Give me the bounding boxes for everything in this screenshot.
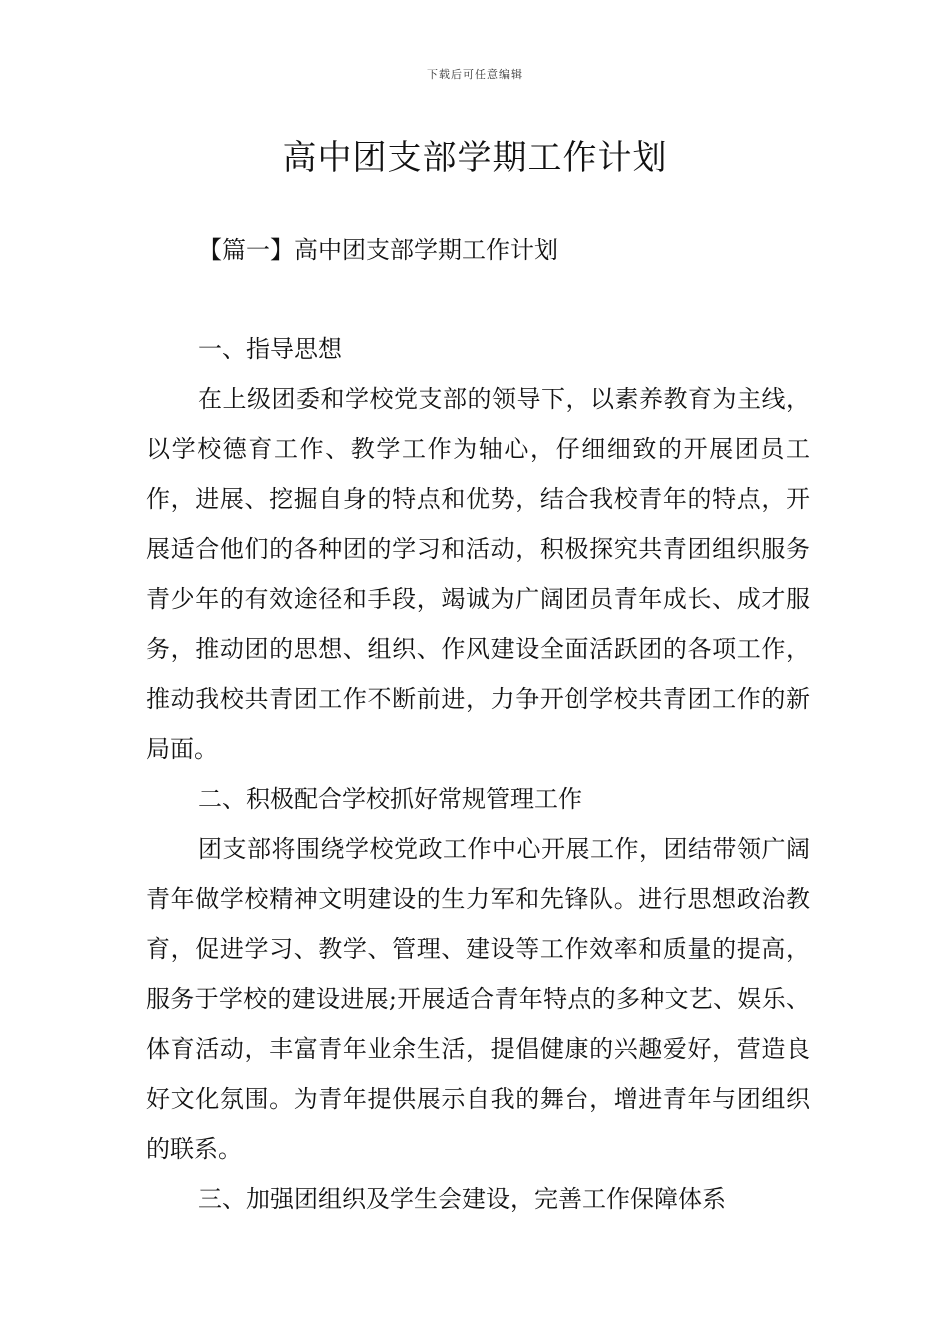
document-title: 高中团支部学期工作计划 bbox=[282, 138, 668, 178]
subheading-routine-management: 二、积极配合学校抓好常规管理工作 bbox=[198, 785, 582, 813]
section-heading: 【篇一】高中团支部学期工作计划 bbox=[198, 236, 558, 264]
subheading-organization-building: 三、加强团组织及学生会建设，完善工作保障体系 bbox=[198, 1185, 726, 1213]
paragraph-routine-management: 团支部将围绕学校党政工作中心开展工作，团结带领广阔青年做学校精神文明建设的生力军和先锋队。进行思想政治教育，促进学习、教学、管理、建设等工作效率和质量的提高，服务于学校的建设进展;开展适合青年特点的多种文艺、娱乐、体育活动，丰富青年业余生活，提倡健康的兴趣爱好，营造良好文化氛围。为青年提供展示自我的舞台，增进青年与团组织的联系。 bbox=[146, 835, 810, 1163]
paragraph-guiding-thought: 在上级团委和学校党支部的领导下，以素养教育为主线，以学校德育工作、教学工作为轴心，仔细细致的开展团员工作，进展、挖掘自身的特点和优势，结合我校青年的特点，开展适合他们的各种团的学习和活动，积极探究共青团组织服务青少年的有效途径和手段，竭诚为广阔团员青年成长、成才服务，推动团的思想、组织、作风建设全面活跃团的各项工作，推动我校共青团工作不断前进，力争开创学校共青团工作的新局面。 bbox=[146, 385, 810, 763]
document-body bbox=[146, 324, 810, 1224]
page-header-note: 下载后可任意编辑 bbox=[427, 68, 523, 81]
subheading-guiding-thought: 一、指导思想 bbox=[198, 335, 342, 363]
